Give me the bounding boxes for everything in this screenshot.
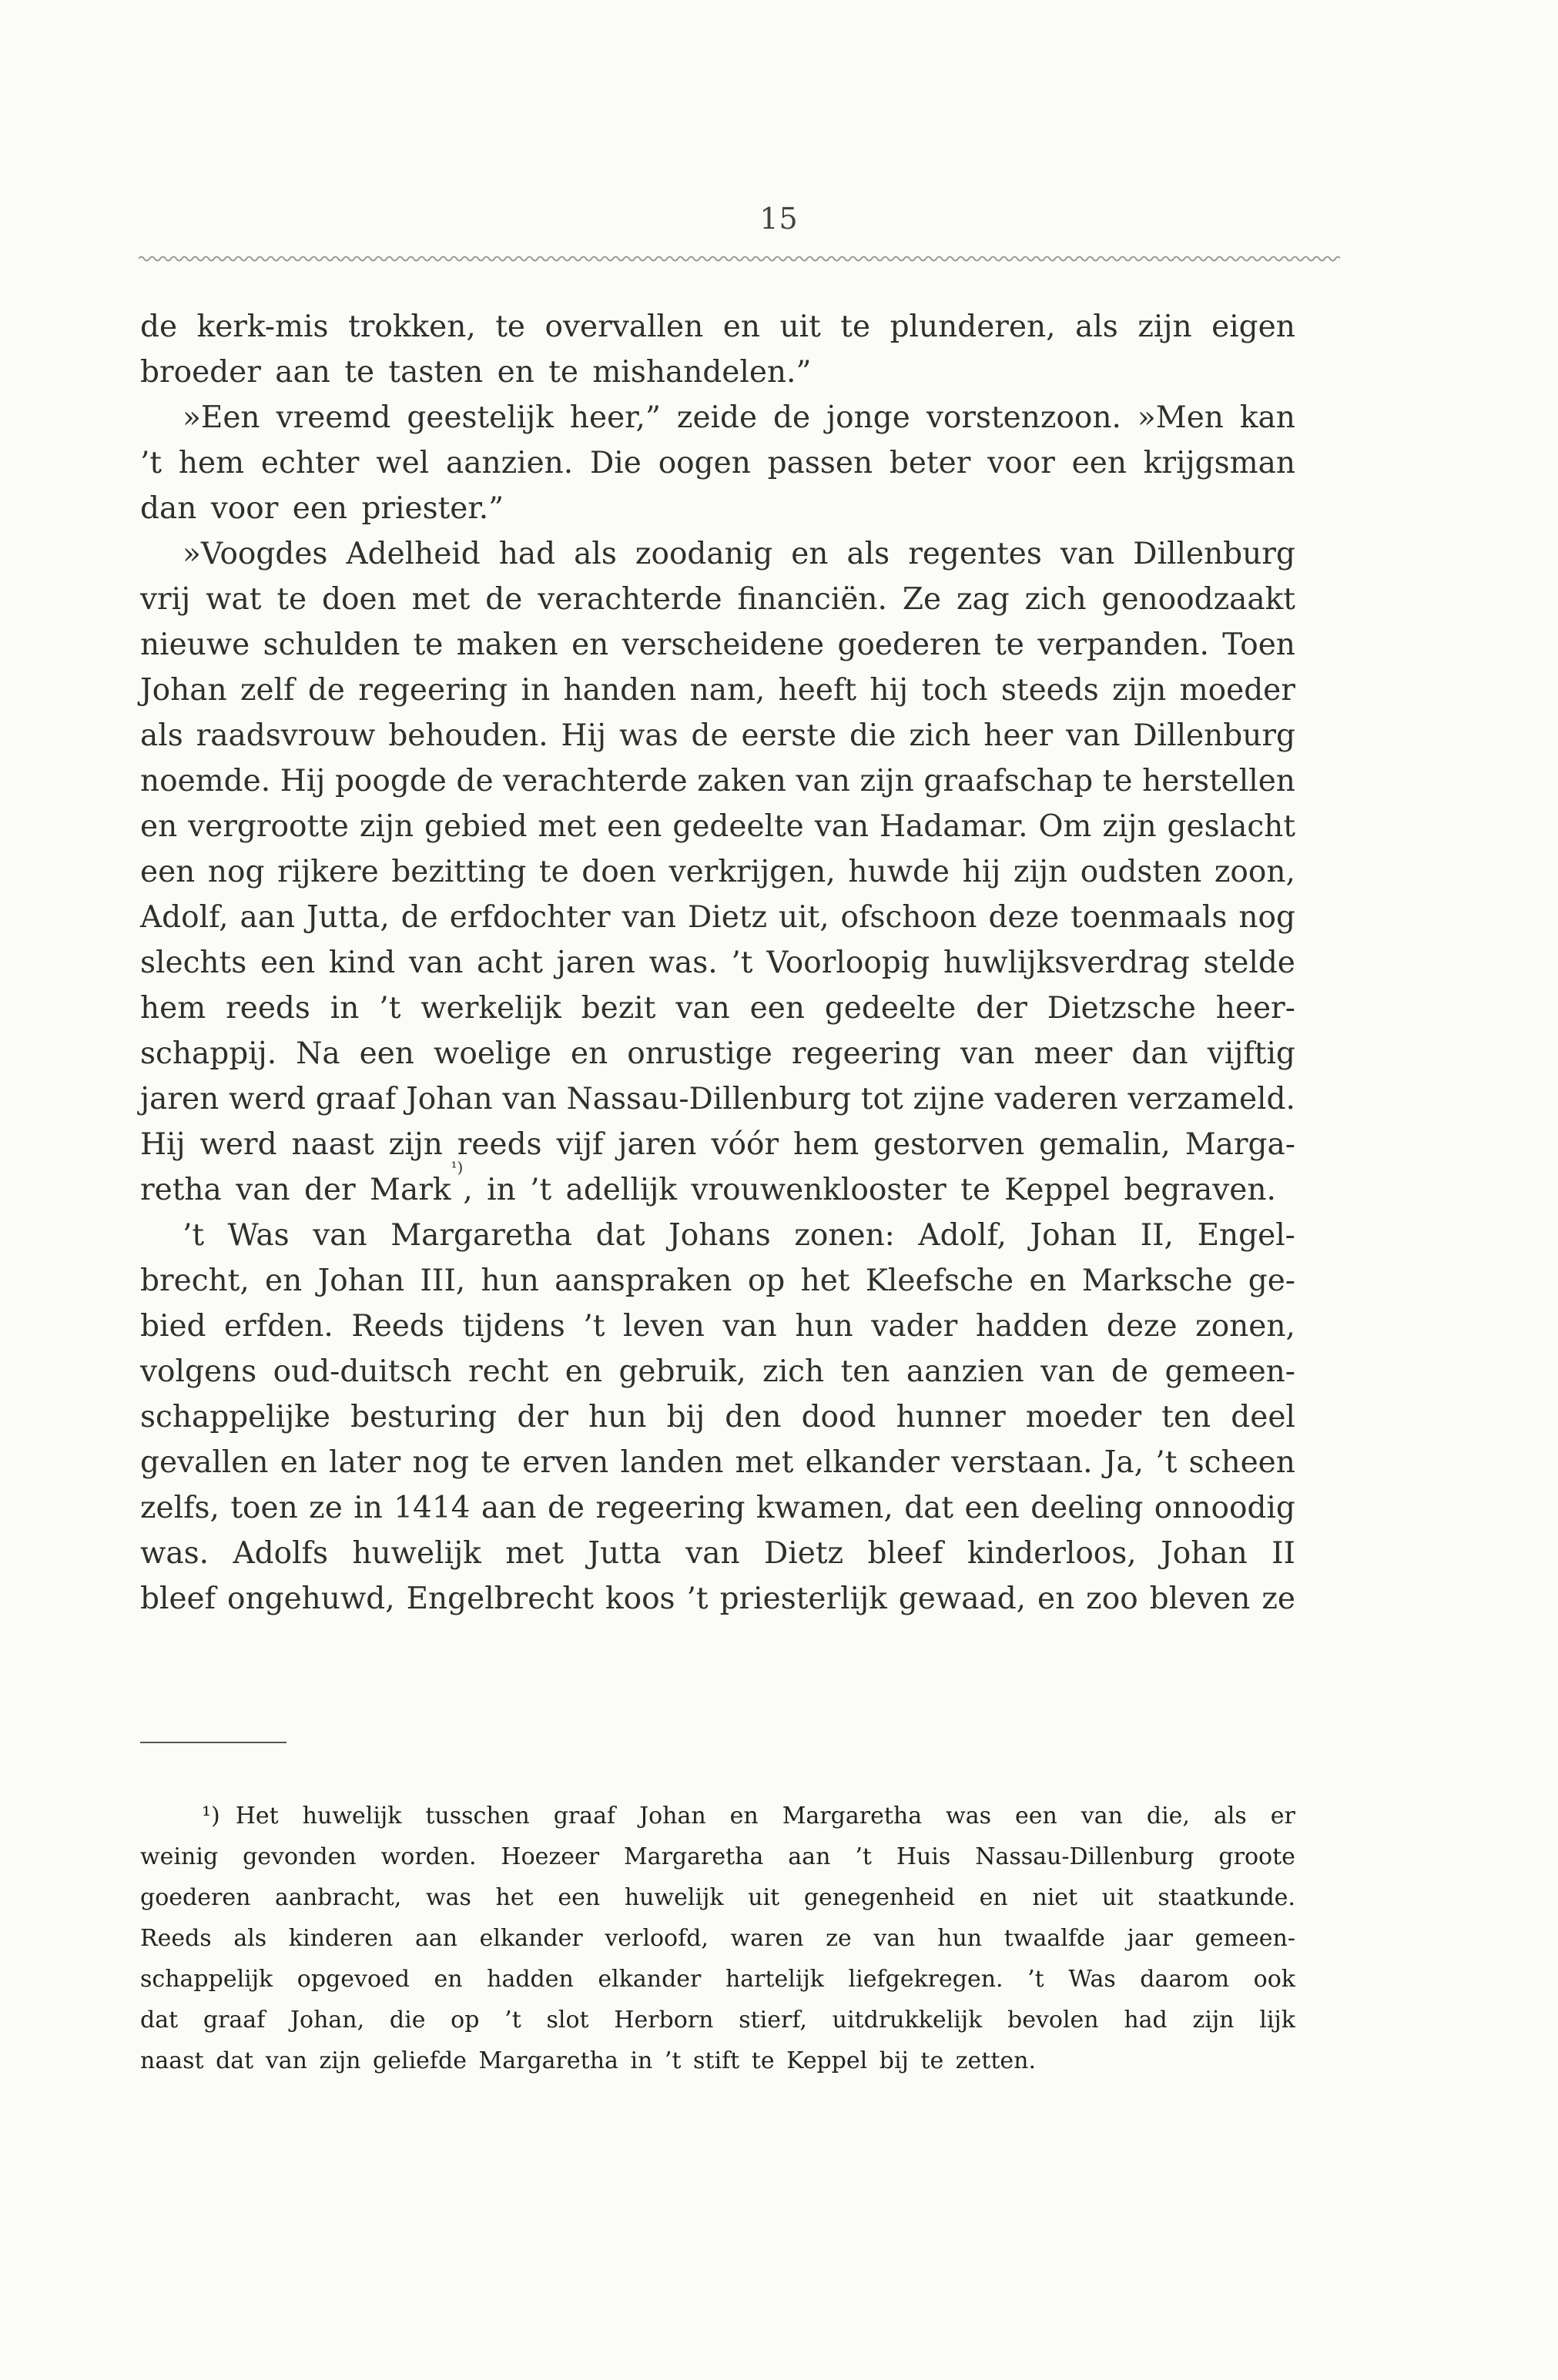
text-line: Hij werd naast zijn reeds vijf jaren vóór hem gestorven gemalin, Marga-	[140, 1127, 1295, 1162]
text-segment: retha van der Mark	[140, 1173, 451, 1207]
text-line: ’t Was van Margaretha dat Johans zonen: Adolf, Johan II, Engel-	[183, 1218, 1295, 1253]
footnote-line: Reeds als kinderen aan elkander verloofd, waren ze van hun twaalfde jaar gemeen-	[140, 1925, 1295, 1952]
text-line: ’t hem echter wel aanzien. Die oogen passen beter voor een krijgsman	[140, 446, 1295, 480]
text-line: jaren werd graaf Johan van Nassau-Dillenburg tot zijne vaderen verzameld.	[140, 1082, 1295, 1116]
text-line: volgens oud-duitsch recht en gebruik, zich ten aanzien van de gemeen-	[140, 1354, 1295, 1389]
text-line: vrij wat te doen met de verachterde financiën. Ze zag zich genoodzaakt	[140, 582, 1295, 617]
footnote-text: Het huwelijk tusschen graaf Johan en Margaretha was een van die, als er	[235, 1803, 1295, 1829]
footnote-divider	[140, 1742, 286, 1743]
text-line: was. Adolfs huwelijk met Jutta van Dietz bleef kinderloos, Johan II	[140, 1536, 1295, 1571]
text-line: slechts een kind van acht jaren was. ’t Voorloopig huwlijksverdrag stelde	[140, 946, 1295, 980]
page-number: 15	[759, 202, 799, 236]
text-line: bleef ongehuwd, Engelbrecht koos ’t priesterlijk gewaad, en zoo bleven ze	[140, 1582, 1295, 1616]
body-text	[140, 304, 1295, 1622]
text-line: brecht, en Johan III, hun aanspraken op het Kleefsche en Marksche ge-	[140, 1264, 1295, 1298]
footnote-reference[interactable]: ¹)	[451, 1158, 464, 1177]
text-line: nieuwe schulden te maken en verscheidene goederen te verpanden. Toen	[140, 628, 1295, 662]
header-wavy-rule	[139, 253, 1340, 265]
text-line: gevallen en later nog te erven landen met elkander verstaan. Ja, ’t scheen	[140, 1445, 1295, 1480]
text-line: broeder aan te tasten en te mishandelen.”	[140, 355, 812, 390]
text-line: en vergrootte zijn gebied met een gedeelte van Hadamar. Om zijn geslacht	[140, 809, 1295, 844]
footnote-line	[140, 1796, 1295, 1836]
text-line: zelfs, toen ze in 1414 aan de regeering kwamen, dat een deeling onnoodig	[140, 1491, 1295, 1525]
text-line: »Voogdes Adelheid had als zoodanig en als regentes van Dillenburg	[183, 537, 1295, 571]
text-line: schappelijke besturing der hun bij den dood hunner moeder ten deel	[140, 1400, 1295, 1434]
footnote	[140, 1796, 1295, 2081]
footnote-line: weinig gevonden worden. Hoezeer Margaretha aan ’t Huis Nassau-Dillenburg groote	[140, 1843, 1295, 1870]
text-line: hem reeds in ’t werkelijk bezit van een gedeelte der Dietzsche heer-	[140, 991, 1295, 1026]
text-line: Johan zelf de regeering in handen nam, heeft hij toch steeds zijn moeder	[140, 673, 1295, 708]
footnote-marker: ¹)	[202, 1803, 220, 1829]
text-line: Adolf, aan Jutta, de erfdochter van Dietz uit, ofschoon deze toenmaals nog	[140, 900, 1295, 935]
text-segment: , in ’t adellijk vrouwenklooster te Keppel begraven.	[463, 1173, 1276, 1207]
text-line: de kerk-mis trokken, te overvallen en uit te plunderen, als zijn eigen	[140, 310, 1295, 344]
footnote-line: goederen aanbracht, was het een huwelijk uit genegenheid en niet uit staatkunde.	[140, 1884, 1295, 1911]
text-line-with-footnote-ref	[140, 1158, 1295, 1213]
text-line: schappij. Na een woelige en onrustige regeering van meer dan vijftig	[140, 1036, 1295, 1071]
footnote-line: naast dat van zijn geliefde Margaretha in ’t stift te Keppel bij te zetten.	[140, 2047, 1037, 2074]
footnote-line: schappelijk opgevoed en hadden elkander hartelijk liefgekregen. ’t Was daarom ook	[140, 1966, 1295, 1993]
text-line: een nog rijkere bezitting te doen verkrijgen, huwde hij zijn oudsten zoon,	[140, 855, 1295, 889]
text-line: bied erfden. Reeds tijdens ’t leven van hun vader hadden deze zonen,	[140, 1309, 1295, 1344]
text-line: »Een vreemd geestelijk heer,” zeide de jonge vorstenzoon. »Men kan	[183, 400, 1295, 435]
text-line: als raadsvrouw behouden. Hij was de eerste die zich heer van Dillenburg	[140, 718, 1295, 753]
footnote-line: dat graaf Johan, die op ’t slot Herborn stierf, uitdrukkelijk bevolen had zijn lijk	[140, 2007, 1295, 2034]
text-line: noemde. Hij poogde de verachterde zaken van zijn graafschap te herstellen	[140, 764, 1295, 798]
text-line: dan voor een priester.”	[140, 491, 504, 526]
